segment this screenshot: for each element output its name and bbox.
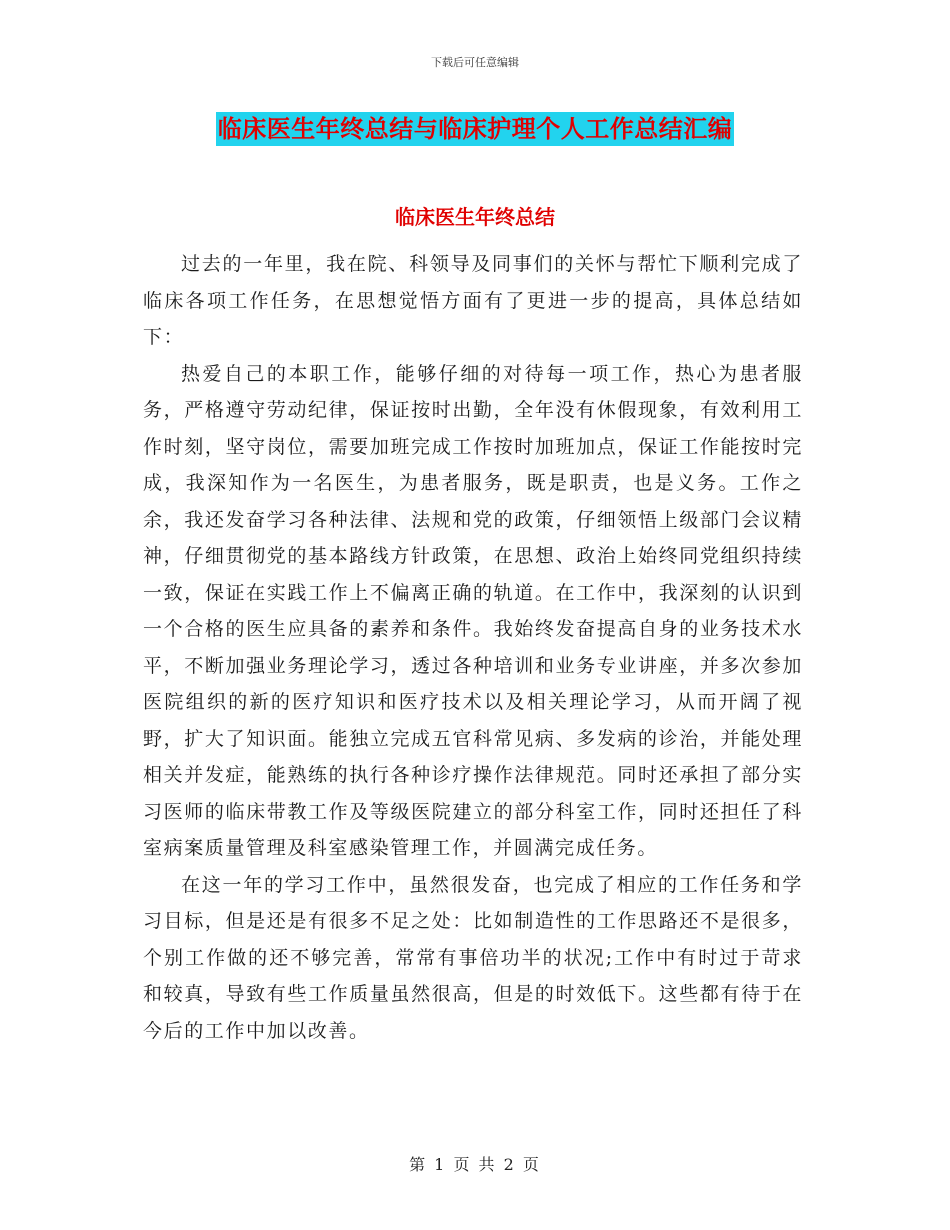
paragraph-intro: 过去的一年里，我在院、科领导及同事们的关怀与帮忙下顺利完成了临床各项工作任务，在思想觉悟方面有了更进一步的提高，具体总结如下： [143, 253, 803, 348]
section-title: 临床医生年终总结 [395, 205, 555, 229]
paragraph-shortcomings: 在这一年的学习工作中，虽然很发奋，也完成了相应的工作任务和学习目标，但是还是有很多不足之处：比如制造性的工作思路还不是很多，个别工作做的还不够完善，常常有事倍功半的状况;工作中有时过于苛求和较真，导致有些工作质量虽然很高，但是的时效低下。这些都有待于在今后的工作中加以改善。 [143, 873, 803, 1042]
document-title-container [0, 112, 950, 146]
page-header-note: 下载后可任意编辑 [431, 56, 519, 69]
paragraph-work-attitude: 热爱自己的本职工作，能够仔细的对待每一项工作，热心为患者服务，严格遵守劳动纪律，保证按时出勤，全年没有休假现象，有效利用工作时刻，坚守岗位，需要加班完成工作按时加班加点，保证工作能按时完成，我深知作为一名医生，为患者服务，既是职责，也是义务。工作之余，我还发奋学习各种法律、法规和党的政策，仔细领悟上级部门会议精神，仔细贯彻党的基本路线方针政策，在思想、政治上始终同党组织持续一致，保证在实践工作上不偏离正确的轨道。在工作中，我深刻的认识到一个合格的医生应具备的素养和条件。我始终发奋提高自身的业务技术水平，不断加强业务理论学习，透过各种培训和业务专业讲座，并多次参加医院组织的新的医疗知识和医疗技术以及相关理论学习，从而开阔了视野，扩大了知识面。能独立完成五官科常见病、多发病的诊治，并能处理相关并发症，能熟练的执行各种诊疗操作法律规范。同时还承担了部分实习医师的临床带教工作及等级医院建立的部分科室工作，同时还担任了科室病案质量管理及科室感染管理工作，并圆满完成任务。 [143, 362, 803, 859]
document-body [143, 246, 803, 1049]
page-number-footer: 第 1 页 共 2 页 [409, 1155, 541, 1174]
document-title: 临床医生年终总结与临床护理个人工作总结汇编 [216, 112, 735, 146]
